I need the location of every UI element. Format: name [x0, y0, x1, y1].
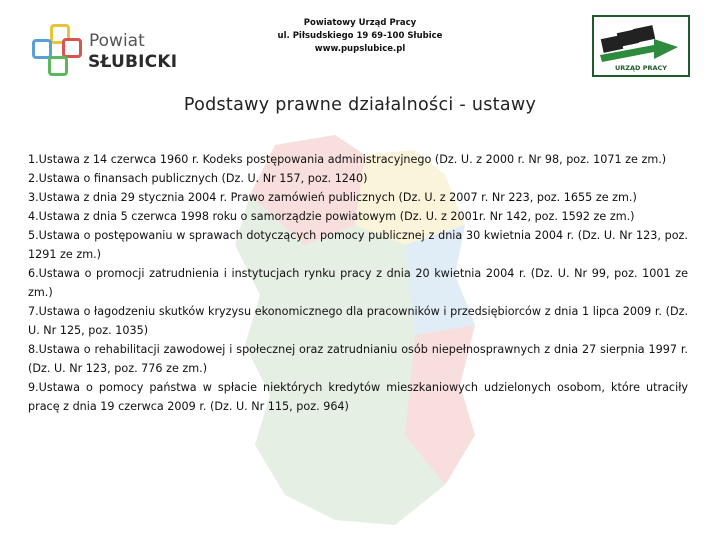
list-item: 1.Ustawa z 14 czerwca 1960 r. Kodeks postępowania administracyjnego (Dz. U. z 2000 r. Nr 98, poz. 1071 ze zm.) [28, 153, 667, 166]
list-item: 6.Ustawa o promocji zatrudnienia i instytucjach rynku pracy z dnia 20 kwietnia 2004 r. (Dz. U. Nr 99, poz. 1001 ze zm.) [28, 267, 688, 299]
urzad-pracy-logo [592, 15, 690, 77]
list-item: 2.Ustawa o finansach publicznych (Dz. U. Nr 157, poz. 1240) [28, 172, 368, 185]
office-header [250, 17, 470, 56]
logo-word-slubicki: SŁUBICKI [88, 52, 178, 72]
powiat-slubicki-logo [32, 18, 178, 80]
urzad-pracy-arrow-icon [594, 19, 688, 65]
logo-word-powiat: Powiat [89, 31, 145, 51]
office-name: Powiatowy Urząd Pracy [303, 18, 417, 28]
urzad-pracy-caption: URZĄD PRACY [615, 64, 667, 72]
logo-squares-icon [32, 24, 88, 80]
office-website: www.pupslubice.pl [314, 44, 406, 54]
list-item: 5.Ustawa o postępowaniu w sprawach dotyczących pomocy publicznej z dnia 30 kwietnia 2004 r. (Dz. U. Nr 123, poz. 1291 ze zm.) [28, 229, 688, 261]
page-title: Podstawy prawne działalności - ustawy [183, 95, 537, 115]
office-address: ul. Piłsudskiego 19 69-100 Słubice [277, 31, 443, 41]
list-item: 4.Ustawa z dnia 5 czerwca 1998 roku o samorządzie powiatowym (Dz. U. z 2001r. Nr 142, poz. 1592 ze zm.) [28, 210, 635, 223]
list-item: 9.Ustawa o pomocy państwa w spłacie niektórych kredytów mieszkaniowych udzielonych osobom, które utraciły pracę z dnia 19 czerwca 2009 r. (Dz. U. Nr 115, poz. 964) [28, 381, 688, 413]
laws-list [28, 150, 688, 416]
list-item: 8.Ustawa o rehabilitacji zawodowej i społecznej oraz zatrudnianiu osób niepełnosprawnych z dnia 27 sierpnia 1997 r. (Dz. U. Nr 123, poz. 776 ze zm.) [28, 343, 688, 375]
list-item: 7.Ustawa o łagodzeniu skutków kryzysu ekonomicznego dla pracowników i przedsiębiorców z dnia 1 lipca 2009 r. (Dz. U. Nr 125, poz. 1035) [28, 305, 688, 337]
list-item: 3.Ustawa z dnia 29 stycznia 2004 r. Prawo zamówień publicznych (Dz. U. z 2007 r. Nr 223, poz. 1655 ze zm.) [28, 191, 637, 204]
